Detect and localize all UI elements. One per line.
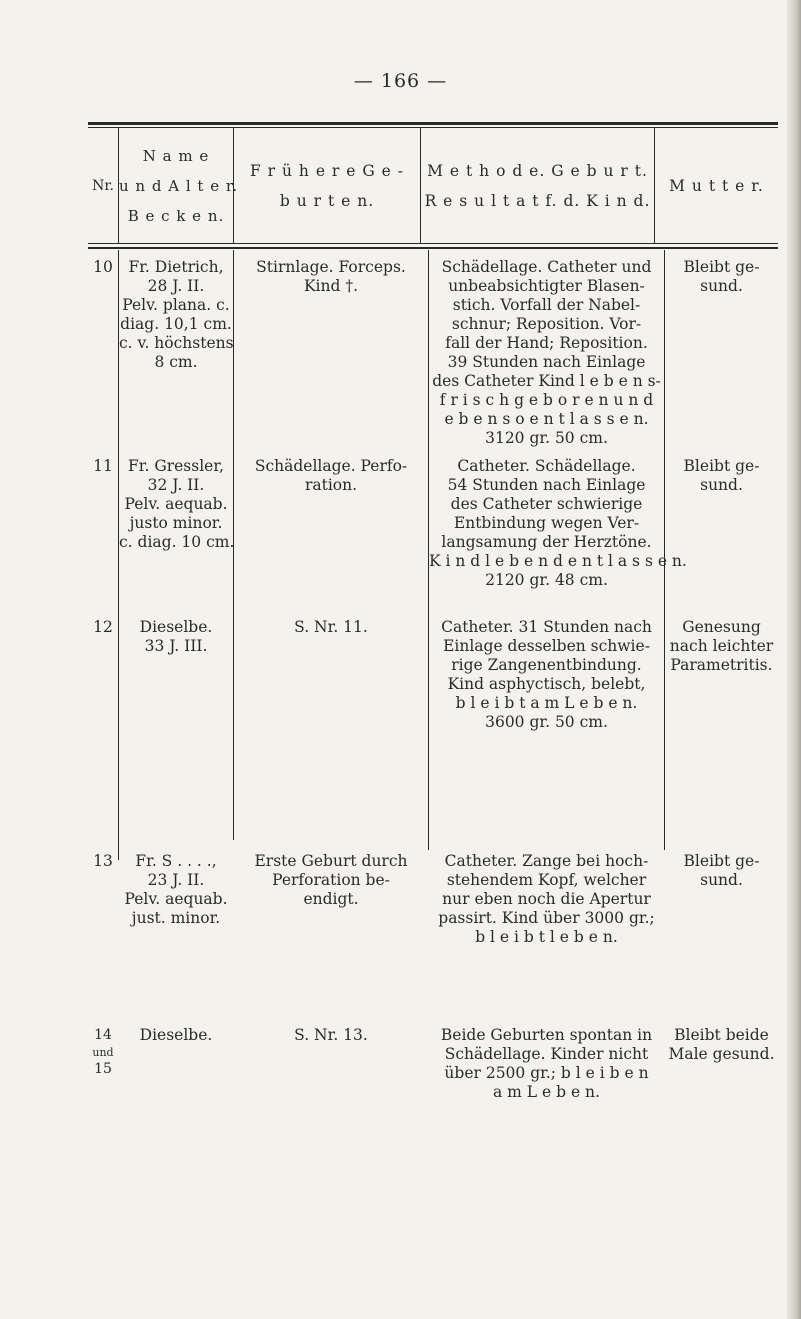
row-fruehere: Erste Geburt durch Perforation be- endigt. (254, 852, 408, 908)
row-nr: 13 (93, 852, 113, 870)
page-edge-shadow (787, 0, 801, 1319)
header-rule (88, 243, 778, 244)
row-nr: 14 und 15 (92, 1027, 114, 1077)
row-mutter: Bleibt beide Male gesund. (668, 1026, 775, 1063)
row-methode: Catheter. 31 Stunden nach Einlage desselben schwie- rige Zangenentbindung. Kind asphyctisch, belebt, b l e i b t a m L e b e n. 3600 gr. 50 cm. (441, 618, 652, 731)
header-name: N a m e u n d A l t e r. B e c k e n. (119, 146, 239, 225)
row-fruehere: S. Nr. 13. (294, 1026, 368, 1044)
row-methode: Beide Geburten spontan in Schädellage. Kinder nicht über 2500 gr.; b l e i b e n a m L e b e n. (440, 1026, 653, 1101)
header-rule-thick (88, 247, 778, 249)
page-number: — 166 — (353, 70, 448, 92)
row-mutter: Bleibt ge- sund. (683, 457, 760, 494)
row-name: Fr. Dietrich, 28 J. II. Pelv. plana. c. diag. 10,1 cm. c. v. höchstens 8 cm. (119, 258, 234, 371)
row-methode: Catheter. Schädellage. 54 Stunden nach Einlage des Catheter schwierige Entbindung wegen Ver- langsamung der Herztöne. K i n d l e b e n d e n t l a s s e n. 2120 gr. 48 cm. (429, 457, 687, 589)
row-mutter: Bleibt ge- sund. (683, 258, 760, 295)
header-fruehere-geburten: F r ü h e r e G e - b u r t e n. (249, 161, 405, 210)
header-methode: M e t h o d e. G e b u r t. R e s u l t a t f. d. K i n d. (424, 161, 651, 210)
header-nr: Nr. (92, 177, 114, 194)
row-nr: 11 (93, 457, 113, 475)
row-name: Dieselbe. 33 J. III. (139, 618, 213, 655)
table-top-rule (88, 122, 778, 125)
row-methode: Schädellage. Catheter und unbeabsichtigter Blasen- stich. Vorfall der Nabel- schnur; Reposition. Vor- fall der Hand; Reposition. 39 Stunden nach Einlage des Catheter Kind l e b e n s- f r i s c h g e b o r e n u n d e b e n s o e n t l a s s e n. 3120 gr. 50 cm. (432, 258, 661, 447)
row-mutter: Bleibt ge- sund. (683, 852, 760, 889)
row-methode: Catheter. Zange bei hoch- stehendem Kopf, welcher nur eben noch die Apertur passirt. Kind über 3000 gr.; b l e i b t l e b e n. (438, 852, 655, 946)
column-divider-4-body (664, 250, 665, 850)
row-nr: 12 (93, 618, 113, 636)
row-name: Fr. Gressler, 32 J. II. Pelv. aequab. justo minor. c. diag. 10 cm. (119, 457, 235, 551)
header-mutter: M u t t e r. (669, 176, 764, 195)
row-name: Dieselbe. (139, 1026, 213, 1044)
row-fruehere: S. Nr. 11. (294, 618, 368, 636)
row-nr: 10 (93, 258, 113, 276)
row-fruehere: Schädellage. Perfo- ration. (254, 457, 408, 494)
row-name: Fr. S . . . ., 23 J. II. Pelv. aequab. just. minor. (124, 852, 228, 927)
row-fruehere: Stirnlage. Forceps. Kind †. (256, 258, 406, 295)
row-mutter: Genesung nach leichter Parametritis. (669, 618, 774, 674)
